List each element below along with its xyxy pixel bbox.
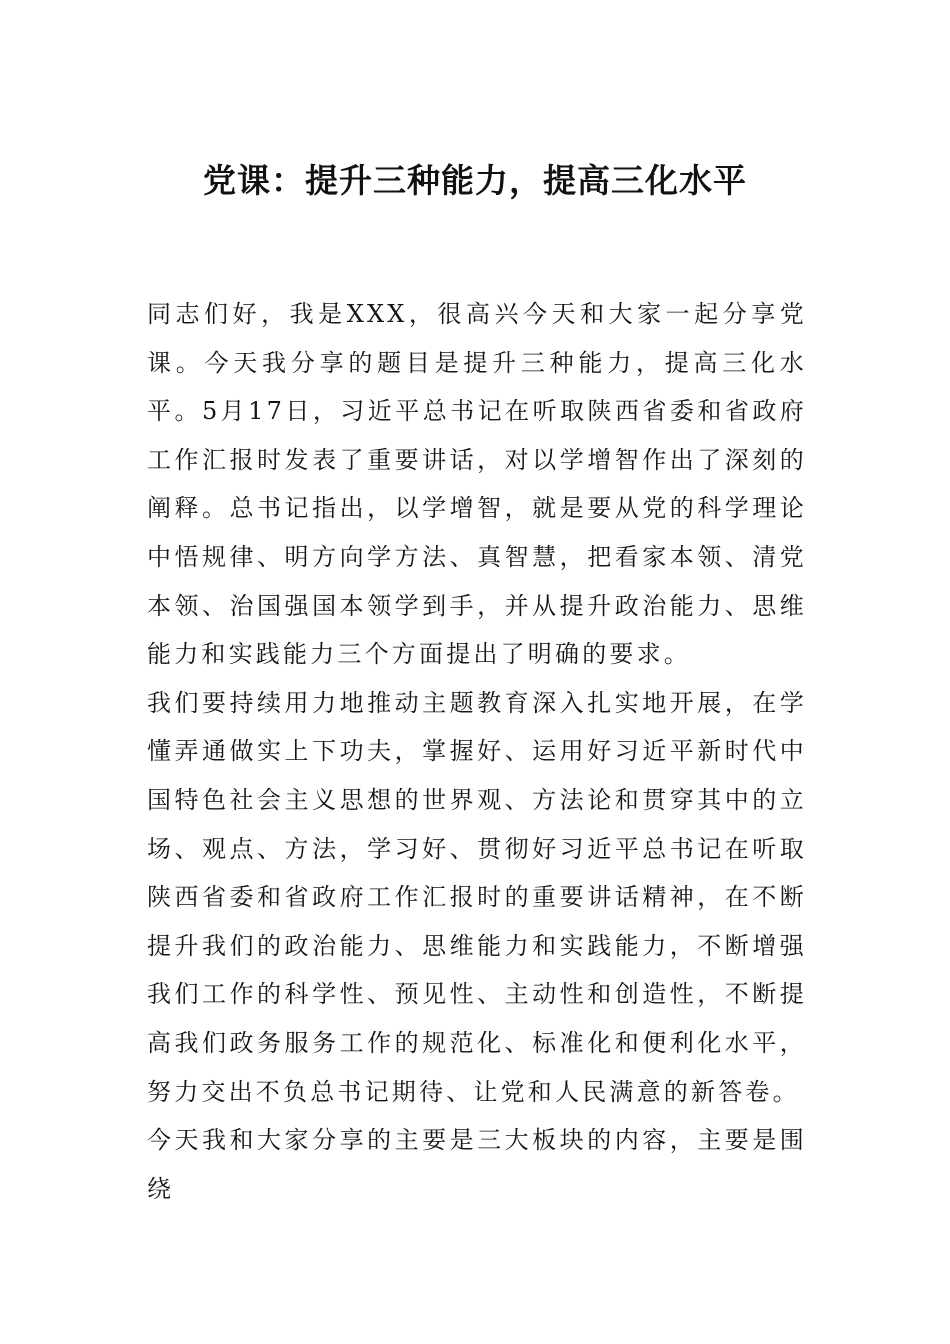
document-body — [147, 290, 807, 1213]
document-title: 党课：提升三种能力，提高三化水平 — [203, 161, 747, 200]
paragraph-2: 我们要持续用力地推动主题教育深入扎实地开展，在学懂弄通做实上下功夫，掌握好、运用好习近平新时代中国特色社会主义思想的世界观、方法论和贯穿其中的立场、观点、方法，学习好、贯彻好习近平总书记在听取陕西省委和省政府工作汇报时的重要讲话精神，在不断提升我们的政治能力、思维能力和实践能力，不断增强我们工作的科学性、预见性、主动性和创造性，不断提高我们政务服务工作的规范化、标准化和便利化水平，努力交出不负总书记期待、让党和人民满意的新答卷。 — [147, 688, 807, 1106]
paragraph-3: 今天我和大家分享的主要是三大板块的内容，主要是围绕 — [147, 1126, 807, 1203]
paragraph-1: 同志们好，我是XXX，很高兴今天和大家一起分享党课。今天我分享的题目是提升三种能力，提高三化水平。5月17日，习近平总书记在听取陕西省委和省政府工作汇报时发表了重要讲话，对以学增智作出了深刻的阐释。总书记指出，以学增智，就是要从党的科学理论中悟规律、明方向学方法、真智慧，把看家本领、清党本领、治国强国本领学到手，并从提升政治能力、思维能力和实践能力三个方面提出了明确的要求。 — [147, 300, 807, 669]
